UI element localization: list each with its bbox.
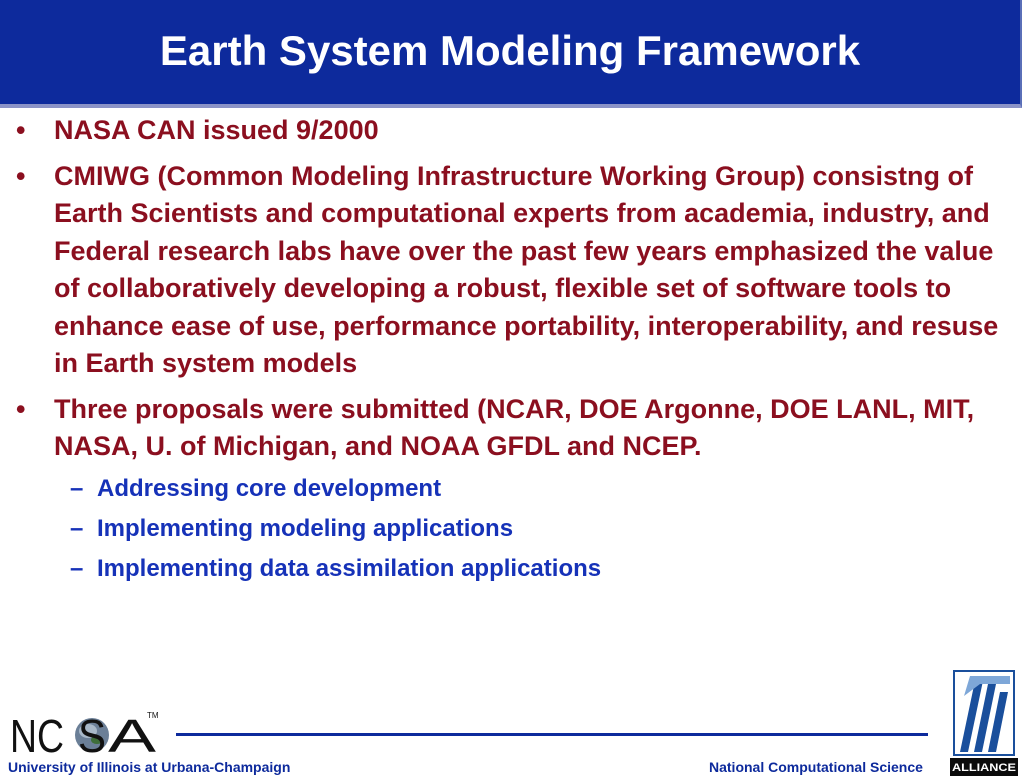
footer-university: University of Illinois at Urbana-Champaign	[8, 759, 291, 775]
sub-bullet-text: Implementing data assimilation applications	[97, 554, 602, 582]
bullet-text: NASA CAN issued 9/2000	[54, 115, 379, 145]
title-bar	[0, 0, 1022, 108]
alliance-wordmark: ALLIANCE	[952, 762, 1016, 774]
bullet-text: Three proposals were submitted (NCAR, DOE Argonne, DOE LANL, MIT, NASA, U. of Michigan, and NOAA GFDL and NCEP.	[54, 393, 975, 461]
ncsa-logo	[8, 704, 163, 760]
footer-national-computational-science: National Computational Science	[709, 759, 923, 775]
sub-bullet-marker: –	[70, 474, 84, 502]
sub-bullet-text: Implementing modeling applications	[97, 514, 514, 542]
sub-bullet-item	[0, 474, 1024, 504]
trademark-mark: TM	[147, 711, 159, 720]
bullet-item	[0, 391, 1024, 466]
sub-bullet-marker: –	[70, 514, 84, 542]
bullet-marker: •	[16, 160, 26, 191]
svg-text:A: A	[108, 710, 157, 760]
svg-text:S: S	[78, 710, 106, 760]
alliance-logo	[950, 668, 1018, 776]
sub-bullet-item	[0, 554, 1024, 584]
bullet-marker: •	[16, 115, 26, 145]
sub-bullet-item	[0, 514, 1024, 544]
sub-bullet-text: Addressing core development	[97, 474, 442, 502]
slide-title: Earth System Modeling Framework	[159, 27, 861, 74]
bullet-item	[0, 158, 1024, 383]
sub-bullet-marker: –	[70, 554, 84, 582]
bullet-marker: •	[16, 393, 26, 424]
bullet-item	[0, 112, 1024, 150]
footer-divider	[176, 733, 928, 736]
bullet-text: CMIWG (Common Modeling Infrastructure Working Group) consistng of Earth Scientists and computational experts from academia, industry, and Federal research labs have over the past few years emphasized the value of collaboratively developing a robust, flexible set of software tools to enhance ease of use, performance portability, interoperability, and resuse in Earth system models	[54, 160, 999, 378]
bullet-list	[0, 112, 1024, 594]
svg-text:NC: NC	[10, 710, 64, 760]
